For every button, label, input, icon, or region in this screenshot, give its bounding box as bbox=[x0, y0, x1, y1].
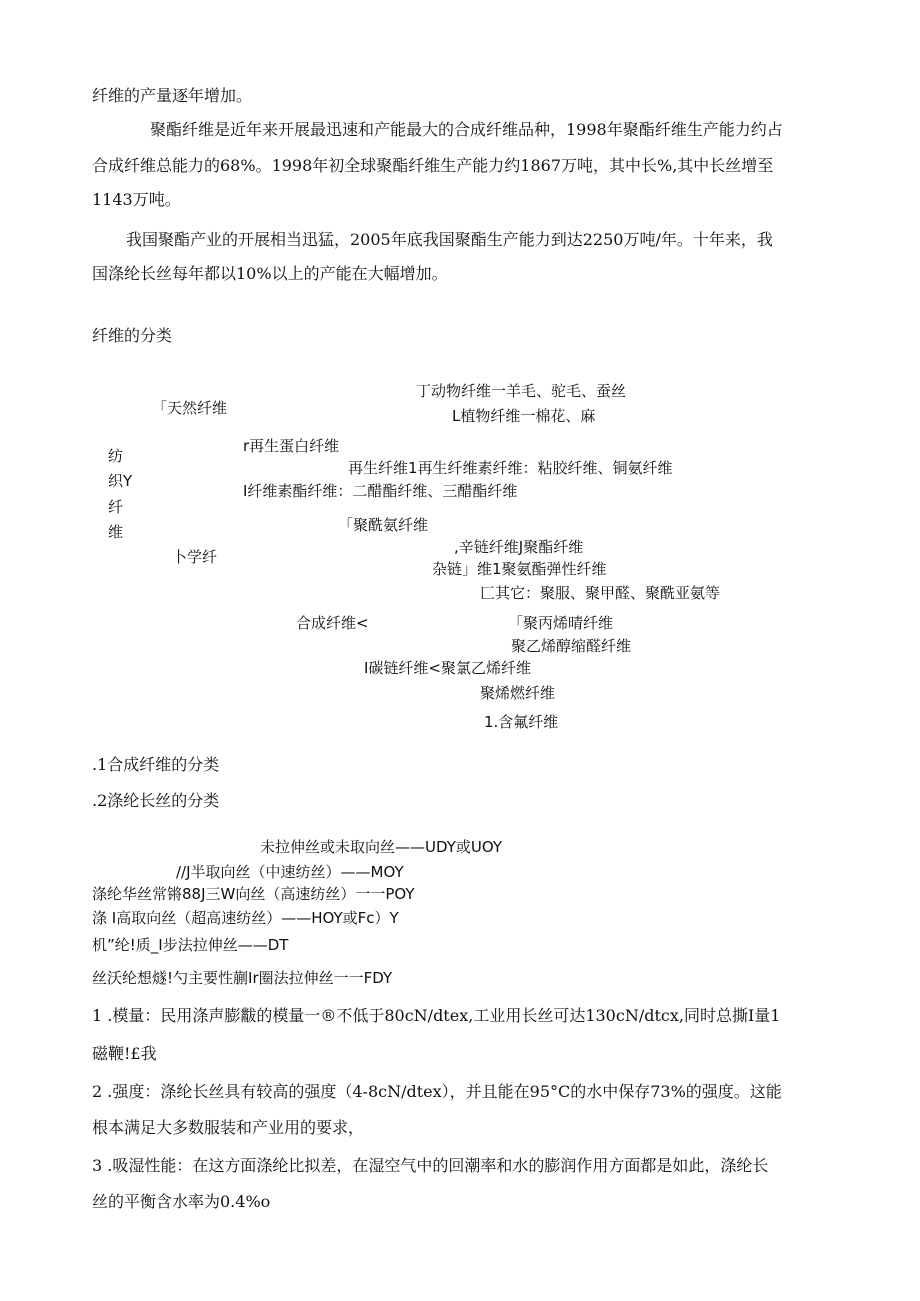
filament-udy: 未拉伸丝或未取向丝——UDY或UOY bbox=[260, 838, 503, 856]
tree-label-textile: 织Y bbox=[108, 472, 133, 490]
filament-dt: 机”纶!质_I步法拉伸丝——DT bbox=[92, 936, 289, 954]
tree-node-hetero-chain-2: 杂链」维1聚氨酯弹性纤维 bbox=[432, 560, 607, 578]
section-title: 纤维的分类 bbox=[92, 326, 173, 345]
tree-node-plant: L植物纤维一棉花、麻 bbox=[452, 407, 596, 425]
subsection-title: .1合成纤维的分类 bbox=[92, 755, 220, 774]
tree-node-carbon-chain: I碳链纤维<聚氯乙烯纤维 bbox=[364, 659, 531, 677]
intro-line: 纤维的产量逐年增加。 bbox=[92, 86, 253, 105]
paragraph-line: 聚酯纤维是近年来开展最迅速和产能最大的合成纤维品种，1998年聚酯纤维生产能力约占 bbox=[150, 120, 783, 139]
tree-node-natural: 「天然纤维 bbox=[152, 399, 228, 417]
tree-node-regen-protein: r再生蛋白纤维 bbox=[243, 437, 340, 455]
filament-poy: 涤纶华丝常锵88J三W向丝（高速纺丝）一一POY bbox=[92, 885, 415, 903]
tree-node-animal: 丁动物纤维一羊毛、驼毛、蚕丝 bbox=[416, 382, 627, 400]
paragraph-line: 国涤纶长丝每年都以10%以上的产能在大幅增加。 bbox=[92, 264, 448, 283]
filament-fdy: 丝沃纶想燧!勺主要性蒯Ir圈法拉伸丝一一FDY bbox=[92, 969, 393, 987]
paragraph-line: 合成纤维总能力的68%。1998年初全球聚酯纤维生产能力约1867万吨，其中长%,其中长丝增至 bbox=[92, 156, 774, 175]
filament-moy: //J半取向丝（中速纺丝）——MOY bbox=[176, 863, 404, 881]
tree-node-polyolefin: 聚烯燃纤维 bbox=[480, 684, 556, 702]
property-line: 2 .强度：涤纶长丝具有较高的强度（4-8cN/dtex），并且能在95°C的水中保存73%的强度。这能 bbox=[92, 1082, 782, 1101]
tree-node-cellulose-ester: I纤维素酯纤维：二醋酯纤维、三醋酯纤维 bbox=[243, 482, 518, 500]
tree-node-hetero-chain: ,辛链纤维J聚酯纤维 bbox=[454, 538, 584, 556]
filament-hoy: 涤 I高取向丝（超高速纺丝）——HOY或Fc）Y bbox=[92, 909, 399, 927]
tree-label-textile: 维 bbox=[108, 523, 124, 541]
tree-label-textile: 纤 bbox=[108, 498, 124, 516]
tree-node-polyamide: 「聚酰氨纤维 bbox=[338, 516, 429, 534]
tree-label-textile: 纺 bbox=[108, 447, 124, 465]
tree-node-fluorine: 1.含氟纤维 bbox=[484, 713, 559, 731]
paragraph-line: 我国聚酯产业的开展相当迅猛，2005年底我国聚酯生产能力到达2250万吨/年。十年来，我 bbox=[126, 230, 773, 249]
property-line: 丝的平衡含水率为0.4%o bbox=[92, 1192, 271, 1211]
tree-node-regen-cellulose: 再生纤维1再生纤维素纤维：粘胶纤维、铜氨纤维 bbox=[348, 459, 673, 477]
property-line: 根本满足大多数服装和产业用的要求， bbox=[92, 1118, 365, 1137]
property-line: 3 .吸湿性能：在这方面涤纶比拟差，在湿空气中的回潮率和水的膨润作用方面都是如此，涤纶长 bbox=[92, 1156, 769, 1175]
tree-node-chemical: 卜学纤 bbox=[172, 548, 218, 566]
property-line: 磁鞭!£我 bbox=[92, 1044, 157, 1063]
tree-node-others: 匚其它：聚服、聚甲醛、聚酰亚氨等 bbox=[480, 584, 721, 602]
tree-node-synthetic: 合成纤维< bbox=[296, 614, 369, 632]
tree-node-acrylic: 「聚丙烯晴纤维 bbox=[508, 614, 614, 632]
property-line: 1 .模量：民用涤声膨黻的模量一®不低于80cN/dtex,工业用长丝可达130cN/dtcx,同时总撕I量1 bbox=[92, 1006, 781, 1025]
tree-node-pva: 聚乙烯醇缩醛纤维 bbox=[511, 637, 632, 655]
paragraph-line: 1143万吨。 bbox=[92, 190, 181, 209]
subsection-title: .2涤纶长丝的分类 bbox=[92, 791, 220, 810]
